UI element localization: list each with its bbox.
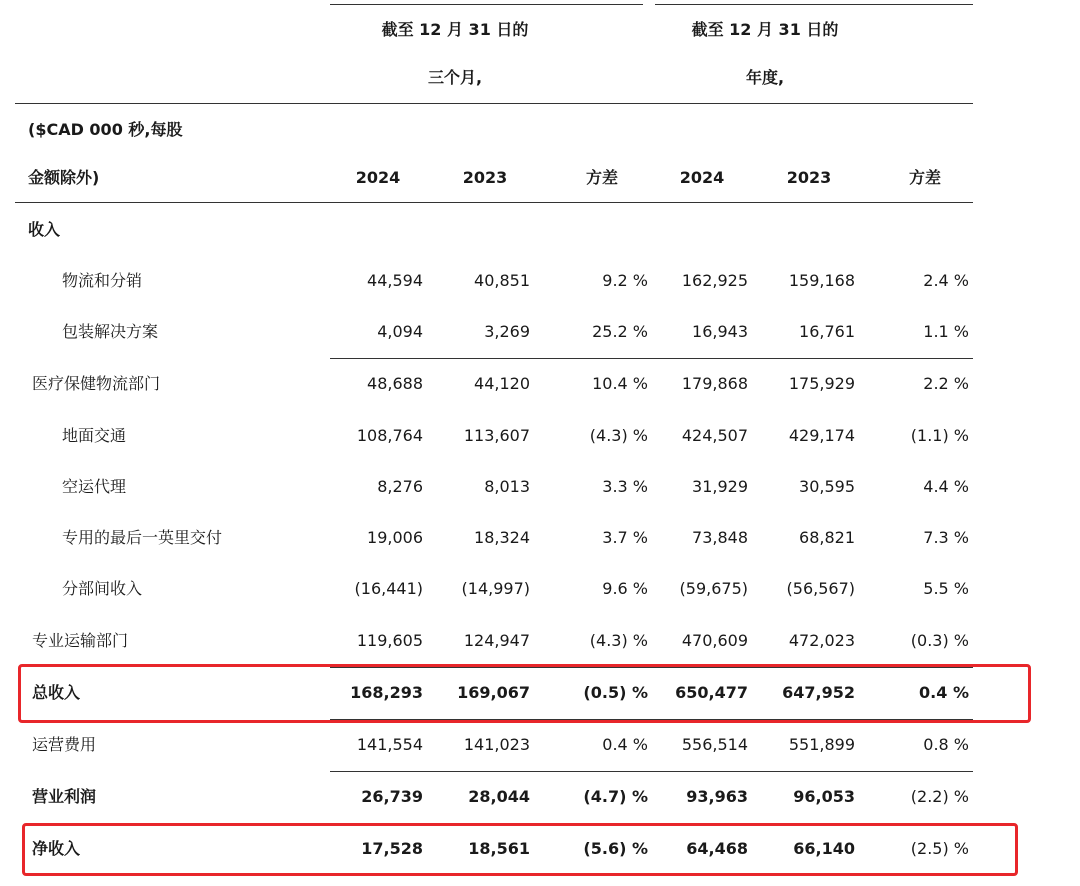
cell-q-2024: 119,605 <box>356 631 423 650</box>
cell-q-variance: (5.6) % <box>583 839 648 858</box>
cell-y-2024: 64,468 <box>686 839 748 858</box>
cell-y-2023: 429,174 <box>788 426 855 445</box>
group-year-line1: 截至 12 月 31 日的 <box>691 20 839 39</box>
cell-q-2023: 44,120 <box>474 374 530 393</box>
highlight-total-revenue <box>18 664 1031 723</box>
cell-q-variance: 0.4 % <box>602 735 648 754</box>
cell-y-variance: 7.3 % <box>923 528 969 547</box>
cell-q-variance: 3.3 % <box>602 477 648 496</box>
rule-columns <box>15 202 973 203</box>
cell-q-2024: 19,006 <box>367 528 423 547</box>
highlight-net-income <box>22 823 1018 876</box>
cell-y-2023: 175,929 <box>788 374 855 393</box>
cell-y-2023: 159,168 <box>788 271 855 290</box>
group-year-line2: 年度, <box>745 68 785 87</box>
row-label: 空运代理 <box>62 477 127 496</box>
cell-q-2024: 44,594 <box>367 271 423 290</box>
cell-q-2024: 4,094 <box>377 322 423 341</box>
cell-y-2024: 556,514 <box>681 735 748 754</box>
cell-q-2024: 26,739 <box>361 787 423 806</box>
row-label: 分部间收入 <box>62 579 143 598</box>
row-separator <box>330 771 973 772</box>
cell-q-variance: 3.7 % <box>602 528 648 547</box>
group-quarter-line2: 三个月, <box>427 68 483 87</box>
label-header-line1: ($CAD 000 秒,每股 <box>28 120 183 139</box>
cell-q-variance: (4.3) % <box>589 631 648 650</box>
row-label: 营业利润 <box>32 787 97 806</box>
label-header-line2: 金额除外) <box>28 168 100 187</box>
row-label: 专用的最后一英里交付 <box>62 528 223 547</box>
row-label: 总收入 <box>32 683 81 702</box>
col-header-q-2023: 2023 <box>462 168 508 187</box>
cell-q-2023: 8,013 <box>484 477 530 496</box>
cell-y-2024: 650,477 <box>675 683 748 702</box>
cell-q-2023: (14,997) <box>461 579 530 598</box>
cell-y-2024: 179,868 <box>681 374 748 393</box>
cell-y-variance: 4.4 % <box>923 477 969 496</box>
col-header-q-2024: 2024 <box>355 168 401 187</box>
cell-y-2024: 424,507 <box>681 426 748 445</box>
cell-q-variance: (0.5) % <box>583 683 648 702</box>
cell-y-variance: 0.4 % <box>919 683 969 702</box>
cell-y-2023: 472,023 <box>788 631 855 650</box>
cell-y-2023: (56,567) <box>786 579 855 598</box>
row-label: 专业运输部门 <box>32 631 129 650</box>
cell-y-2023: 68,821 <box>799 528 855 547</box>
cell-y-2024: (59,675) <box>679 579 748 598</box>
cell-y-2024: 73,848 <box>692 528 748 547</box>
cell-y-2023: 66,140 <box>793 839 855 858</box>
row-label: 包装解决方案 <box>62 322 159 341</box>
cell-y-2024: 162,925 <box>681 271 748 290</box>
col-header-y-2023: 2023 <box>786 168 832 187</box>
row-label: 运营费用 <box>32 735 97 754</box>
cell-y-variance: 1.1 % <box>923 322 969 341</box>
rule-top-quarter <box>330 4 643 5</box>
cell-q-2023: 3,269 <box>484 322 530 341</box>
section-revenue-label: 收入 <box>28 220 61 239</box>
cell-y-2023: 96,053 <box>793 787 855 806</box>
cell-q-2024: (16,441) <box>354 579 423 598</box>
cell-y-variance: (1.1) % <box>910 426 969 445</box>
cell-y-2023: 30,595 <box>799 477 855 496</box>
cell-y-2023: 551,899 <box>788 735 855 754</box>
cell-q-2024: 141,554 <box>356 735 423 754</box>
cell-q-2024: 48,688 <box>367 374 423 393</box>
cell-q-2023: 18,561 <box>468 839 530 858</box>
cell-y-variance: 5.5 % <box>923 579 969 598</box>
cell-q-variance: 10.4 % <box>592 374 648 393</box>
cell-q-2024: 8,276 <box>377 477 423 496</box>
cell-q-2024: 17,528 <box>361 839 423 858</box>
cell-q-variance: (4.3) % <box>589 426 648 445</box>
cell-y-2024: 16,943 <box>692 322 748 341</box>
row-label: 地面交通 <box>62 426 127 445</box>
cell-q-variance: 9.6 % <box>602 579 648 598</box>
cell-q-2023: 40,851 <box>474 271 530 290</box>
cell-y-2023: 16,761 <box>799 322 855 341</box>
cell-q-2024: 168,293 <box>350 683 423 702</box>
row-separator <box>330 358 973 359</box>
cell-q-2023: 113,607 <box>463 426 530 445</box>
cell-q-2023: 18,324 <box>474 528 530 547</box>
cell-q-variance: 25.2 % <box>592 322 648 341</box>
cell-y-2024: 93,963 <box>686 787 748 806</box>
cell-q-2024: 108,764 <box>356 426 423 445</box>
rule-header <box>15 103 973 104</box>
cell-y-variance: 0.8 % <box>923 735 969 754</box>
cell-y-2023: 647,952 <box>782 683 855 702</box>
cell-q-2023: 141,023 <box>463 735 530 754</box>
cell-y-variance: (2.5) % <box>910 839 969 858</box>
rule-top-year <box>655 4 973 5</box>
row-label: 医疗保健物流部门 <box>32 374 161 393</box>
cell-y-variance: (2.2) % <box>910 787 969 806</box>
cell-y-variance: 2.4 % <box>923 271 969 290</box>
group-quarter-line1: 截至 12 月 31 日的 <box>381 20 529 39</box>
row-label: 物流和分销 <box>62 271 143 290</box>
col-header-q-variance: 方差 <box>585 168 618 187</box>
cell-q-2023: 169,067 <box>457 683 530 702</box>
col-header-y-variance: 方差 <box>908 168 941 187</box>
cell-q-variance: (4.7) % <box>583 787 648 806</box>
cell-y-variance: 2.2 % <box>923 374 969 393</box>
cell-y-2024: 31,929 <box>692 477 748 496</box>
cell-q-2023: 28,044 <box>468 787 530 806</box>
cell-q-2023: 124,947 <box>463 631 530 650</box>
row-label: 净收入 <box>32 839 81 858</box>
cell-y-variance: (0.3) % <box>910 631 969 650</box>
col-header-y-2024: 2024 <box>679 168 725 187</box>
cell-q-variance: 9.2 % <box>602 271 648 290</box>
cell-y-2024: 470,609 <box>681 631 748 650</box>
